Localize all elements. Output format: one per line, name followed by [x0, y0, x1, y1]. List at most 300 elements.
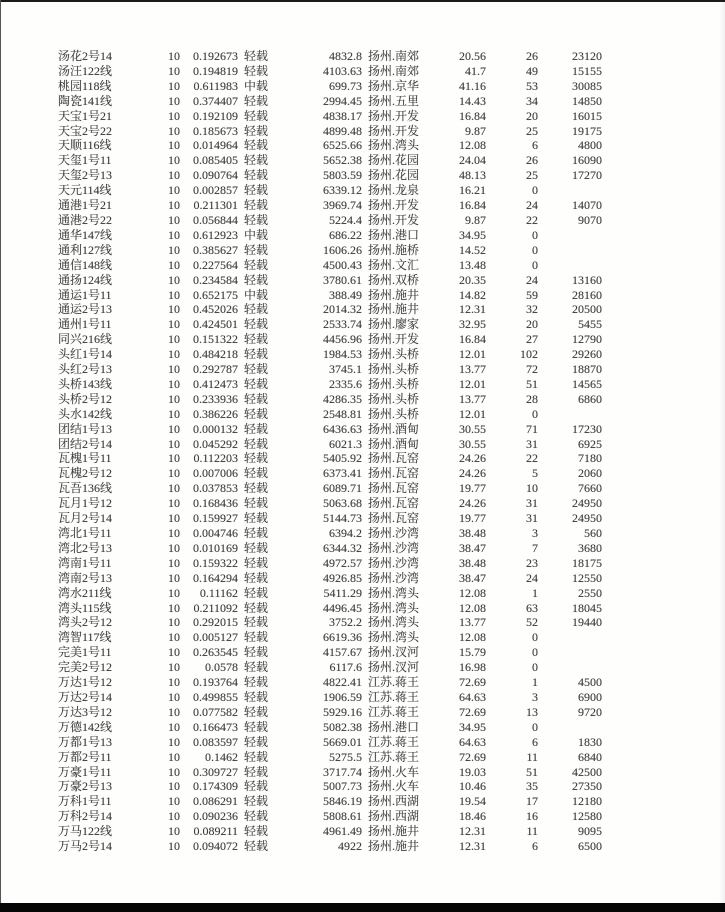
table-cell: 扬州.瓦窑 — [368, 511, 420, 526]
table-cell: 10 — [168, 287, 180, 302]
table-row — [58, 750, 725, 765]
table-row — [58, 630, 725, 645]
table-cell: 0 — [532, 660, 538, 675]
table-cell: 6619.36 — [323, 630, 362, 645]
table-cell: 0.0578 — [205, 660, 238, 675]
table-cell: 湾北2号13 — [58, 540, 113, 555]
table-cell: 4822.41 — [323, 675, 362, 690]
table-cell: 16015 — [572, 108, 602, 123]
table-cell: 71 — [526, 421, 538, 436]
table-cell: 轻载 — [244, 362, 269, 377]
table-cell: 万达1号12 — [58, 675, 113, 690]
table-cell: 扬州.廖家 — [368, 317, 420, 332]
table-cell: 53 — [526, 78, 538, 93]
table-cell: 10 — [168, 809, 180, 824]
table-cell: 10 — [168, 466, 180, 481]
table-cell: 0.484218 — [193, 347, 238, 362]
table-cell: 轻载 — [244, 645, 269, 660]
table-cell: 湾南1号11 — [58, 555, 112, 570]
table-cell: 头桥143线 — [58, 376, 113, 391]
table-cell: 江苏.蒋王 — [368, 704, 420, 719]
table-cell: 0 — [532, 183, 538, 198]
table-cell: 4972.57 — [323, 555, 362, 570]
table-row — [58, 586, 725, 601]
table-cell: 完美1号11 — [58, 645, 112, 660]
table-cell: 17 — [526, 794, 538, 809]
table-cell: 万豪2号13 — [58, 779, 113, 794]
table-cell: 38.47 — [459, 540, 486, 555]
table-row — [58, 258, 725, 273]
table-cell: 轻载 — [244, 451, 269, 466]
table-cell: 扬州.南郊 — [368, 63, 420, 78]
table-cell: 38.48 — [459, 555, 486, 570]
table-cell: 万科2号14 — [58, 809, 113, 824]
table-cell: 0.112203 — [193, 451, 238, 466]
table-cell: 扬州.沙湾 — [368, 555, 420, 570]
table-cell: 51 — [526, 376, 538, 391]
table-cell: 扬州.施井 — [368, 824, 420, 839]
table-cell: 9095 — [578, 824, 602, 839]
table-cell: 10 — [168, 168, 180, 183]
table-cell: 5275.5 — [329, 749, 362, 764]
table-cell: 5803.59 — [323, 168, 362, 183]
table-row — [58, 168, 725, 183]
table-row — [58, 541, 725, 556]
table-cell: 江苏.蒋王 — [368, 689, 420, 704]
table-cell: 10 — [168, 183, 180, 198]
table-cell: 轻载 — [244, 630, 269, 645]
table-cell: 10 — [526, 481, 538, 496]
table-cell: 0.424501 — [193, 317, 238, 332]
table-cell: 25 — [526, 168, 538, 183]
table-row — [58, 273, 725, 288]
table-cell: 24 — [526, 570, 538, 585]
table-cell: 10 — [168, 153, 180, 168]
table-cell: 1906.59 — [323, 689, 362, 704]
table-cell: 0.151322 — [193, 332, 238, 347]
table-cell: 轻载 — [244, 689, 269, 704]
table-cell: 1 — [532, 675, 538, 690]
table-cell: 27350 — [572, 779, 602, 794]
table-cell: 0.227564 — [193, 257, 238, 272]
table-cell: 6 — [532, 839, 538, 854]
table-cell: 4961.49 — [323, 824, 362, 839]
table-cell: 0.014964 — [193, 138, 238, 153]
table-cell: 5455 — [578, 317, 602, 332]
table-cell: 10 — [168, 734, 180, 749]
table-cell: 10 — [168, 481, 180, 496]
table-cell: 10 — [168, 645, 180, 660]
table-cell: 0.090236 — [193, 809, 238, 824]
table-cell: 扬州.龙泉 — [368, 183, 420, 198]
table-cell: 轻载 — [244, 153, 269, 168]
table-cell: 轻载 — [244, 734, 269, 749]
table-cell: 32.95 — [459, 317, 486, 332]
table-cell: 0.211301 — [193, 198, 238, 213]
table-cell: 扬州.酒甸 — [368, 436, 420, 451]
table-cell: 19.77 — [459, 511, 486, 526]
table-cell: 49 — [526, 63, 538, 78]
table-row — [58, 377, 725, 392]
table-cell: 10 — [168, 511, 180, 526]
table-cell: 26 — [526, 49, 538, 63]
table-row — [58, 332, 725, 347]
table-row — [58, 660, 725, 675]
table-cell: 14.52 — [459, 242, 486, 257]
table-cell: 35 — [526, 779, 538, 794]
table-cell: 轻载 — [244, 332, 269, 347]
table-row — [58, 481, 725, 496]
table-cell: 扬州.酒甸 — [368, 421, 420, 436]
table-cell: 10 — [168, 451, 180, 466]
table-cell: 扬州.西湖 — [368, 809, 420, 824]
table-cell: 轻载 — [244, 660, 269, 675]
table-cell: 轻载 — [244, 302, 269, 317]
table-cell: 14070 — [572, 198, 602, 213]
table-row — [58, 794, 725, 809]
table-cell: 0.499855 — [193, 689, 238, 704]
table-cell: 3 — [532, 526, 538, 540]
table-cell: 19175 — [572, 123, 602, 138]
table-cell: 轻载 — [244, 570, 269, 585]
table-cell: 0.085405 — [193, 153, 238, 168]
table-cell: 汤汪122线 — [58, 63, 113, 78]
table-cell: 轻载 — [244, 376, 269, 391]
table-cell: 扬州.汊河 — [368, 645, 420, 660]
table-cell: 瓦吾136线 — [58, 481, 113, 496]
table-cell: 扬州.瓦窑 — [368, 496, 420, 511]
table-cell: 通港1号21 — [58, 198, 113, 213]
table-cell: 13.77 — [459, 391, 486, 406]
table-cell: 12.08 — [459, 600, 486, 615]
table-cell: 3680 — [578, 540, 602, 555]
table-cell: 0.000132 — [193, 421, 238, 436]
table-cell: 34 — [526, 93, 538, 108]
table-cell: 通港2号22 — [58, 212, 113, 227]
table-cell: 6 — [532, 734, 538, 749]
table-cell: 完美2号12 — [58, 660, 113, 675]
table-cell: 4500 — [578, 675, 602, 690]
table-cell: 0.010169 — [193, 540, 238, 555]
table-cell: 0.652175 — [193, 287, 238, 302]
table-row — [58, 735, 725, 750]
table-cell: 6840 — [578, 749, 602, 764]
table-cell: 24.26 — [459, 466, 486, 481]
table-cell: 4926.85 — [323, 570, 362, 585]
table-cell: 轻载 — [244, 242, 269, 257]
table-cell: 通华147线 — [58, 227, 113, 242]
table-cell: 10 — [168, 675, 180, 690]
table-cell: 中载 — [244, 287, 269, 302]
table-cell: 湾头115线 — [58, 600, 112, 615]
table-cell: 0.211092 — [193, 600, 238, 615]
table-cell: 万都1号13 — [58, 734, 113, 749]
table-cell: 轻载 — [244, 183, 269, 198]
table-cell: 6 — [532, 138, 538, 153]
table-cell: 10 — [168, 406, 180, 421]
table-cell: 10 — [168, 526, 180, 540]
table-cell: 16.84 — [459, 108, 486, 123]
table-cell: 扬州.文汇 — [368, 257, 420, 272]
table-cell: 10 — [168, 317, 180, 332]
table-row — [58, 49, 725, 64]
table-cell: 0.164294 — [193, 570, 238, 585]
table-cell: 10 — [168, 138, 180, 153]
table-cell: 扬州.火车 — [368, 764, 420, 779]
table-cell: 天宝2号22 — [58, 123, 113, 138]
table-cell: 轻载 — [244, 779, 269, 794]
table-cell: 江苏.蒋王 — [368, 749, 420, 764]
table-row — [58, 302, 725, 317]
table-cell: 0.005127 — [193, 630, 238, 645]
table-cell: 24 — [526, 272, 538, 287]
table-cell: 24.26 — [459, 451, 486, 466]
table-cell: 4500.43 — [323, 257, 362, 272]
table-cell: 12180 — [572, 794, 602, 809]
table-cell: 扬州.施桥 — [368, 242, 420, 257]
table-cell: 10 — [168, 540, 180, 555]
table-row — [58, 615, 725, 630]
table-cell: 10 — [168, 749, 180, 764]
table-cell: 10 — [168, 436, 180, 451]
table-cell: 14565 — [572, 376, 602, 391]
table-row — [58, 124, 725, 139]
table-cell: 6373.41 — [323, 466, 362, 481]
table-cell: 9720 — [578, 704, 602, 719]
table-cell: 通运2号13 — [58, 302, 113, 317]
table-cell: 5846.19 — [323, 794, 362, 809]
table-cell: 0.309727 — [193, 764, 238, 779]
table-row — [58, 288, 725, 303]
table-cell: 12580 — [572, 809, 602, 824]
table-cell: 0.185673 — [193, 123, 238, 138]
table-cell: 扬州.南郊 — [368, 49, 420, 63]
table-cell: 6117.6 — [329, 660, 362, 675]
table-cell: 0.386226 — [193, 406, 238, 421]
table-cell: 扬州.湾头 — [368, 138, 420, 153]
table-cell: 万科1号11 — [58, 794, 112, 809]
table-cell: 14850 — [572, 93, 602, 108]
table-cell: 10 — [168, 93, 180, 108]
table-cell: 扬州.瓦窑 — [368, 481, 420, 496]
table-cell: 4922 — [338, 839, 362, 854]
table-cell: 10 — [168, 839, 180, 854]
table-cell: 轻载 — [244, 481, 269, 496]
table-cell: 6925 — [578, 436, 602, 451]
table-cell: 轻载 — [244, 317, 269, 332]
table-cell: 0.292015 — [193, 615, 238, 630]
table-cell: 20.35 — [459, 272, 486, 287]
table-cell: 0.194819 — [193, 63, 238, 78]
table-cell: 0 — [532, 645, 538, 660]
table-row — [58, 347, 725, 362]
table-cell: 2533.74 — [323, 317, 362, 332]
table-cell: 16.21 — [459, 183, 486, 198]
table-cell: 10 — [168, 779, 180, 794]
table-cell: 扬州.沙湾 — [368, 526, 420, 540]
table-cell: 10 — [168, 362, 180, 377]
table-cell: 10 — [168, 704, 180, 719]
table-cell: 团结1号13 — [58, 421, 113, 436]
table-cell: 34.95 — [459, 227, 486, 242]
table-cell: 52 — [526, 615, 538, 630]
table-cell: 5144.73 — [323, 511, 362, 526]
table-cell: 5082.38 — [323, 719, 362, 734]
table-cell: 0.385627 — [193, 242, 238, 257]
table-cell: 12550 — [572, 570, 602, 585]
table-cell: 扬州.沙湾 — [368, 540, 420, 555]
table-cell: 10 — [168, 198, 180, 213]
table-cell: 轻载 — [244, 198, 269, 213]
table-cell: 1606.26 — [323, 242, 362, 257]
table-row — [58, 720, 725, 735]
table-cell: 0.094072 — [193, 839, 238, 854]
table-cell: 扬州.开发 — [368, 123, 420, 138]
table-row — [58, 690, 725, 705]
table-cell: 0.083597 — [193, 734, 238, 749]
table-cell: 0.174309 — [193, 779, 238, 794]
table-cell: 扬州.港口 — [368, 227, 420, 242]
table-cell: 13.77 — [459, 362, 486, 377]
table-cell: 扬州.双桥 — [368, 272, 420, 287]
table-cell: 通扬124线 — [58, 272, 113, 287]
table-cell: 72.69 — [459, 704, 486, 719]
table-cell: 轻载 — [244, 406, 269, 421]
table-cell: 6089.71 — [323, 481, 362, 496]
table-row — [58, 64, 725, 79]
table-cell: 5224.4 — [329, 212, 362, 227]
table-cell: 0.159322 — [193, 555, 238, 570]
table-cell: 51 — [526, 764, 538, 779]
table-row — [58, 601, 725, 616]
table-cell: 26 — [526, 153, 538, 168]
table-cell: 18870 — [572, 362, 602, 377]
table-cell: 万德142线 — [58, 719, 113, 734]
table-row — [58, 362, 725, 377]
table-cell: 17270 — [572, 168, 602, 183]
table-row — [58, 153, 725, 168]
table-cell: 0.159927 — [193, 511, 238, 526]
table-row — [58, 94, 725, 109]
table-cell: 24 — [526, 198, 538, 213]
table-cell: 扬州.头桥 — [368, 347, 420, 362]
table-cell: 0 — [532, 719, 538, 734]
table-cell: 31 — [526, 496, 538, 511]
table-cell: 江苏.蒋王 — [368, 675, 420, 690]
table-cell: 17230 — [572, 421, 602, 436]
table-cell: 0.089211 — [193, 824, 238, 839]
table-cell: 6900 — [578, 689, 602, 704]
table-cell: 6394.2 — [329, 526, 362, 540]
table-cell: 11 — [526, 749, 538, 764]
table-cell: 10 — [168, 272, 180, 287]
table-cell: 12.31 — [459, 824, 486, 839]
table-cell: 20500 — [572, 302, 602, 317]
table-cell: 16.84 — [459, 198, 486, 213]
table-cell: 10 — [168, 332, 180, 347]
table-cell: 30085 — [572, 78, 602, 93]
table-cell: 轻载 — [244, 719, 269, 734]
table-cell: 4103.63 — [323, 63, 362, 78]
table-cell: 22 — [526, 212, 538, 227]
table-cell: 686.22 — [329, 227, 362, 242]
table-cell: 轻载 — [244, 540, 269, 555]
table-cell: 扬州.五里 — [368, 93, 420, 108]
table-row — [58, 243, 725, 258]
table-cell: 41.16 — [459, 78, 486, 93]
table-cell: 28 — [526, 391, 538, 406]
table-cell: 18.46 — [459, 809, 486, 824]
table-cell: 24950 — [572, 496, 602, 511]
table-cell: 5808.61 — [323, 809, 362, 824]
table-cell: 12.01 — [459, 406, 486, 421]
table-cell: 4496.45 — [323, 600, 362, 615]
table-cell: 6344.32 — [323, 540, 362, 555]
table-cell: 2994.45 — [323, 93, 362, 108]
table-cell: 19440 — [572, 615, 602, 630]
table-cell: 10 — [168, 212, 180, 227]
table-cell: 6525.66 — [323, 138, 362, 153]
table-cell: 扬州.头桥 — [368, 362, 420, 377]
table-cell: 轻载 — [244, 212, 269, 227]
table-row — [58, 138, 725, 153]
table-cell: 16.84 — [459, 332, 486, 347]
table-cell: 64.63 — [459, 689, 486, 704]
table-cell: 4456.96 — [323, 332, 362, 347]
table-cell: 18175 — [572, 555, 602, 570]
table-row — [58, 824, 725, 839]
table-cell: 16090 — [572, 153, 602, 168]
table-cell: 15.79 — [459, 645, 486, 660]
table-cell: 10 — [168, 302, 180, 317]
table-cell: 10 — [168, 227, 180, 242]
table-cell: 轻载 — [244, 615, 269, 630]
table-cell: 29260 — [572, 347, 602, 362]
table-cell: 头红1号14 — [58, 347, 113, 362]
table-cell: 2014.32 — [323, 302, 362, 317]
table-cell: 10 — [168, 496, 180, 511]
table-cell: 7 — [532, 540, 538, 555]
table-cell: 4157.67 — [323, 645, 362, 660]
table-cell: 天玺1号11 — [58, 153, 112, 168]
table-cell: 通利127线 — [58, 242, 113, 257]
table-cell: 0.11162 — [199, 585, 238, 600]
table-cell: 扬州.沙湾 — [368, 570, 420, 585]
table-cell: 4800 — [578, 138, 602, 153]
table-row — [58, 198, 725, 213]
table-cell: 10 — [168, 570, 180, 585]
table-cell: 扬州.湾头 — [368, 630, 420, 645]
table-cell: 天宝1号21 — [58, 108, 113, 123]
table-cell: 扬州.头桥 — [368, 391, 420, 406]
table-cell: 0 — [532, 257, 538, 272]
table-cell: 0.611983 — [193, 78, 238, 93]
table-cell: 13160 — [572, 272, 602, 287]
table-cell: 48.13 — [459, 168, 486, 183]
table-cell: 0.002857 — [193, 183, 238, 198]
table-cell: 7660 — [578, 481, 602, 496]
table-cell: 轻载 — [244, 108, 269, 123]
table-cell: 0.007006 — [193, 466, 238, 481]
table-cell: 10 — [168, 600, 180, 615]
table-cell: 0.233936 — [193, 391, 238, 406]
table-cell: 湾智117线 — [58, 630, 112, 645]
table-cell: 扬州.瓦窑 — [368, 451, 420, 466]
table-cell: 轻载 — [244, 93, 269, 108]
table-cell: 0.412473 — [193, 376, 238, 391]
table-cell: 5405.92 — [323, 451, 362, 466]
table-cell: 0.090764 — [193, 168, 238, 183]
